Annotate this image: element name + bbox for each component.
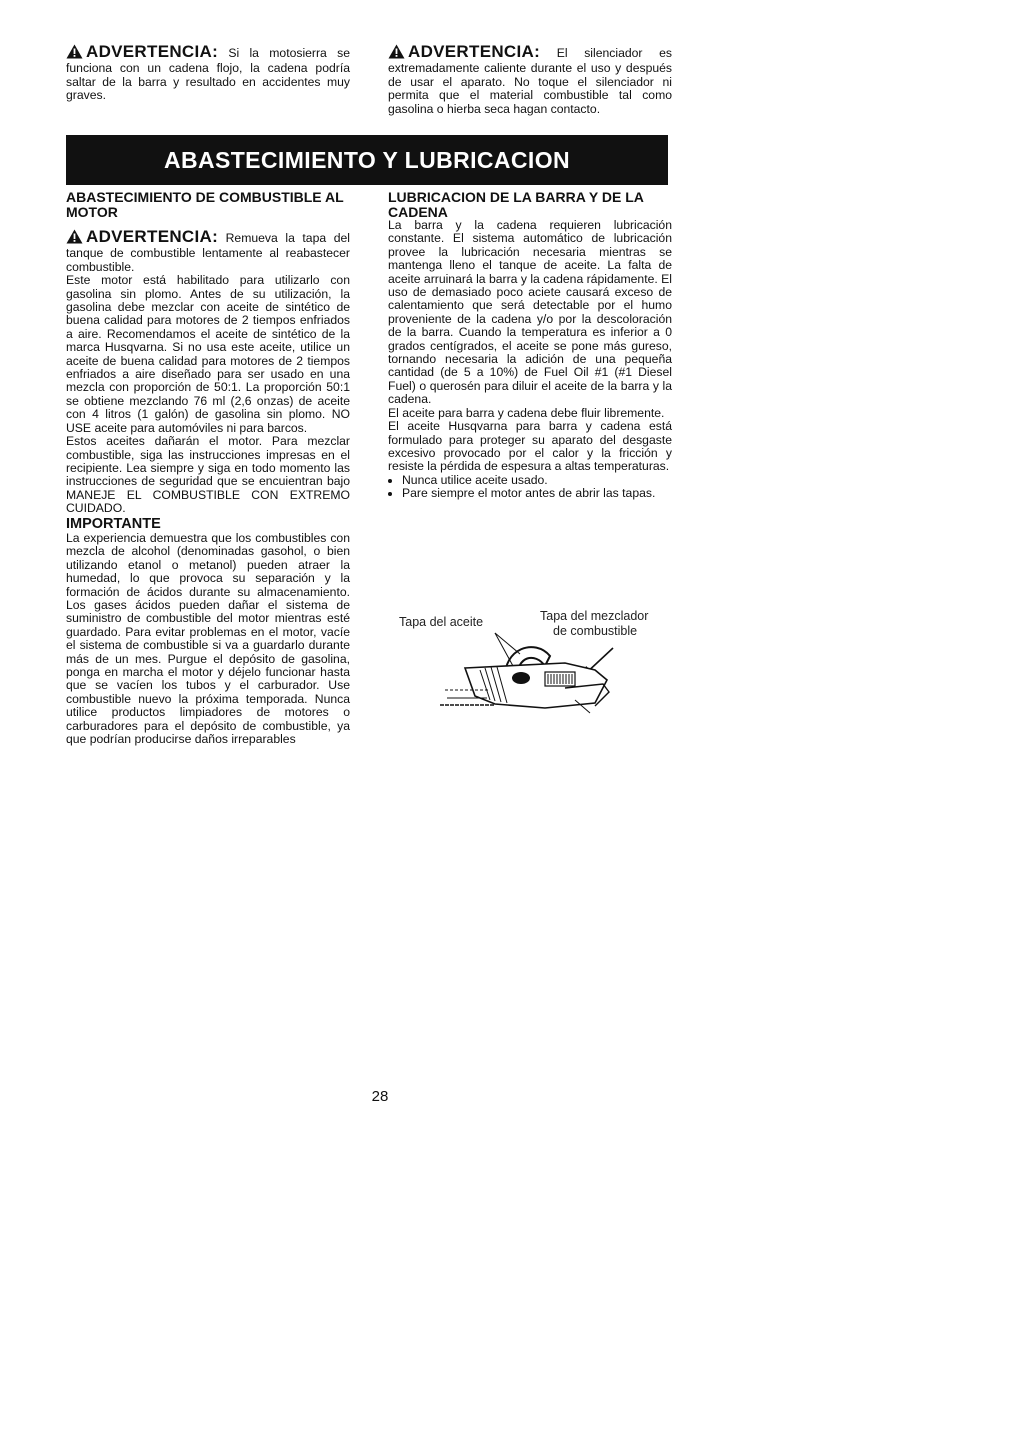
- fuel-section: [66, 190, 350, 746]
- top-warning-right: [388, 44, 672, 116]
- lube-section-title: LUBRICACION DE LA BARRA Y DE LA CADENA: [388, 189, 644, 220]
- warning-text: Remueva la tapa del tanque de combustible lentamente al reabastecer combustible.: [66, 231, 350, 274]
- precaution-list: [388, 474, 672, 501]
- top-warning-left: [66, 44, 350, 103]
- warning-icon: [388, 44, 405, 62]
- fuel-warning: [66, 229, 350, 274]
- warning-label: ADVERTENCIA:: [408, 42, 541, 61]
- important-title: IMPORTANTE: [66, 515, 161, 532]
- list-item: • Nunca utilice aceite usado.: [402, 474, 672, 487]
- oil-cap-label: Tapa del aceite: [399, 615, 484, 629]
- fuel-section-title: ABASTECIMIENTO DE COMBUSTIBLE AL MOTOR: [66, 189, 344, 220]
- fuel-paragraph-1: Este motor está habilitado para utilizarlo con gasolina sin plomo. Antes de su utilización, la gasolina debe mezclar con aceite de sintético de buena calidad para motores de 2 tiempos enfriados a aire. Recomendamos el aceite de sintético de la marca Husqvarna. Si no usa este aceite, utilice un aceite de buena calidad para motores de 2 tiempos enfriados a aire diseñado para ser usado en una mezcla con proporción de 50:1. La proporción 50:1 se obtiene mezclando 76 ml (2,6 onzas) de aceite con 4 litros (1 galón) de gasolina sin plomo. NO USE aceite para automóviles ni para barcos.: [66, 273, 350, 435]
- warning-label: ADVERTENCIA:: [86, 42, 219, 61]
- warning-text: El silenciador es extremadamente caliente durante el uso y después de usar el aparato. No toque el silenciador ni permita que el material combustible tal como gasolina o hierba seca hagan contacto.: [388, 46, 673, 116]
- fuel-cap-label-line1: Tapa del mezclador: [540, 609, 649, 623]
- fuel-paragraph-2: Estos aceites dañarán el motor. Para mezclar combustible, siga las instrucciones impresas en el recipiente. Lea siempre y siga en todo momento las instrucciones de seguridad que se encuientran bajo MANEJE EL COMBUSTIBLE CON EXTREMO CUIDADO.: [66, 434, 350, 516]
- page-number: 28: [371, 1088, 389, 1105]
- lube-paragraph-2: El aceite para barra y cadena debe fluir libremente.: [388, 405, 665, 420]
- warning-icon: [66, 229, 83, 247]
- chainsaw-illustration: [395, 608, 680, 728]
- warning-label: ADVERTENCIA:: [86, 227, 219, 246]
- section-banner: ABASTECIMIENTO Y LUBRICACION: [66, 135, 668, 185]
- lube-paragraph-1: La barra y la cadena requieren lubricación constante. El sistema automático de lubricación provee la lubricación necesaria mientras se mantenga lleno el tanque de aceite. La falta de aceite arruinará la barra y la cadena rápidamente. El uso de demasiado poco aciete causará exceso de calentamiento que será detectable por el humo proveniente de la cadena y/o por la descoloración de la barra. Cuando la temperatura es inferior a 0 grados centígrados, el aceite se pone más gureso, tornando necesaria la adición de una pequeña cantidad (de 5 a 10%) de Fuel Oil #1 (#1 Diesel Fuel) o querosén para diluir el aceite de la barra y la cadena.: [388, 218, 672, 407]
- chainsaw-caps-figure: [395, 608, 680, 728]
- warning-icon: [66, 44, 83, 62]
- lube-paragraph-3: El aceite Husqvarna para barra y cadena está formulado para proteger su aparato del desgaste excesivo provocado por el calor y la fricción y resiste la pérdida de espesura a altas temperaturas.: [388, 419, 672, 474]
- warning-text: Si la motosierra se funciona con un cadena flojo, la cadena podría saltar de la barra y resultado en accidentes muy graves.: [66, 46, 350, 103]
- list-item: • Pare siempre el motor antes de abrir las tapas.: [402, 487, 672, 500]
- important-text: La experiencia demuestra que los combustibles con mezcla de alcohol (denominadas gasohol, o bien utilizando etanol o metanol) pueden atraer la humedad, lo que provoca su separación y la formación de ácidos durante su almacenamiento. Los gases ácidos pueden dañar el sistema de suministro de combustible del motor mientras esté guardado. Para evitar problemas en el motor, vacíe el sistema de combustible si va a guardarlo durante más de un mes. Purgue el depósito de gasolina, ponga en marcha el motor y déjelo funcionar hasta que se vacíen los tubos y el carburador. Use combustible nuevo la próxima temporada. Nunca utilice productos limpiadores de motores o carburadores para el depósito de combustible, ya que podrían producirse daños irreparables: [66, 530, 350, 747]
- fuel-cap-label-line2: de combustible: [553, 624, 638, 638]
- lube-section: [388, 190, 672, 501]
